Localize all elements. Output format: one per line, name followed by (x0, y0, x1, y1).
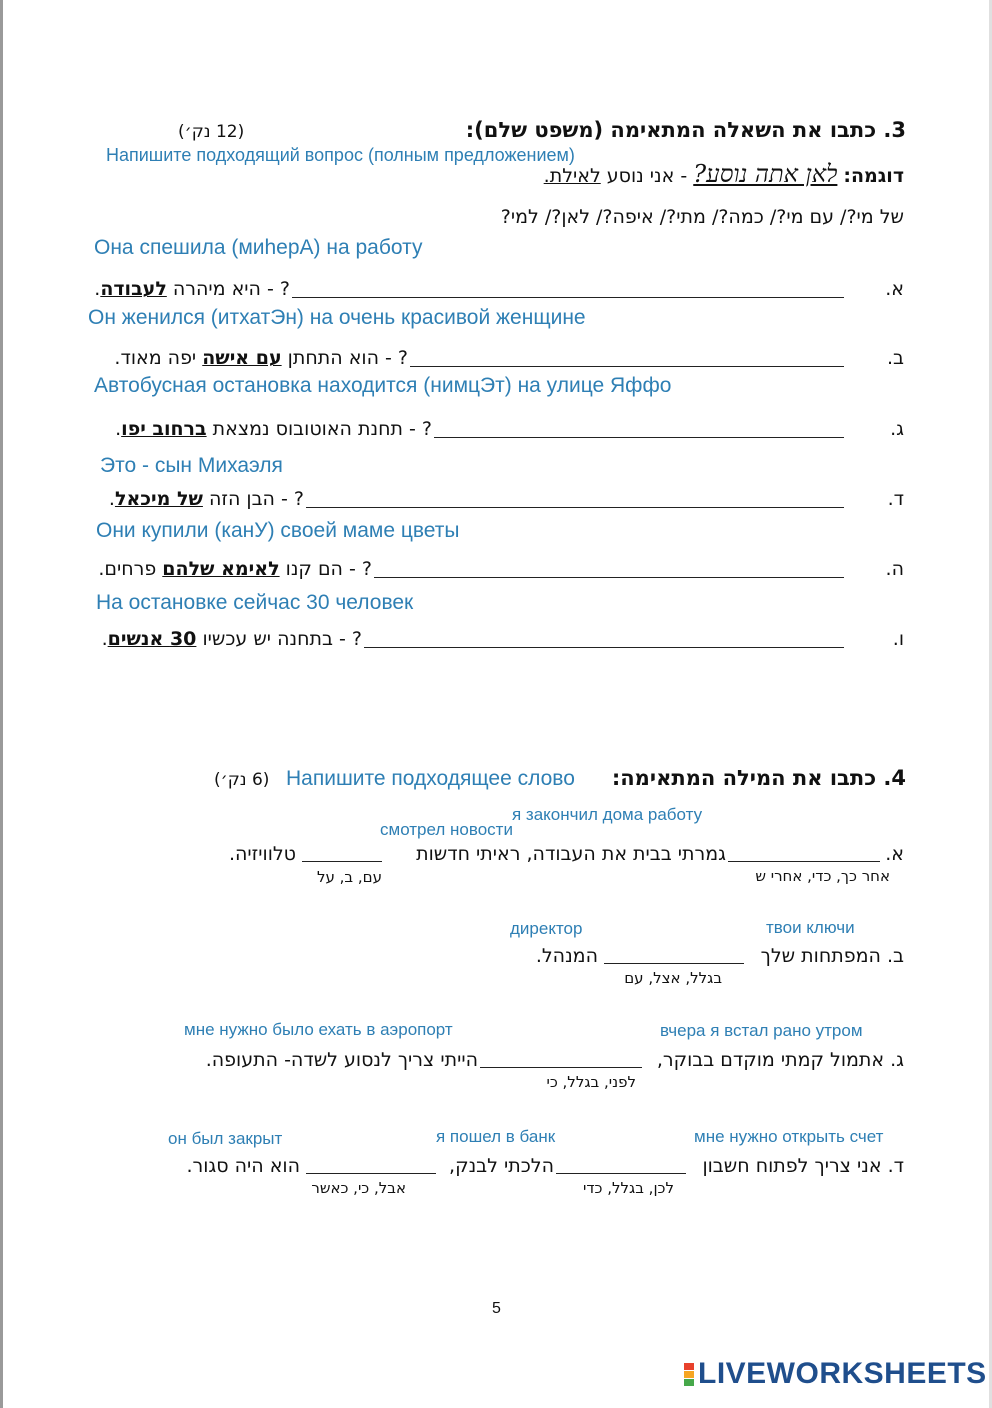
item-e-letter: ה. (885, 558, 904, 580)
item-b-translation: Он женился (итхатЭн) на очень красивой женщине (88, 306, 586, 329)
item-f-end: . (101, 628, 108, 650)
q4a-text (388, 843, 726, 865)
example-label: דוגמה: (843, 165, 904, 187)
q4b-text-1: ב. המפתחות שלך (760, 945, 904, 967)
example-target: לאילת. (543, 165, 601, 187)
item-e-answer-blank[interactable] (374, 559, 844, 578)
item-b-letter: ב. (886, 347, 904, 369)
item-a-letter: א. (885, 278, 904, 300)
item-a-question: ? - היא מיהרה (172, 278, 290, 300)
item-e-translation: Они купили (канУ) своей маме цветы (96, 519, 460, 542)
logo-text: LIVEWORKSHEETS (698, 1357, 987, 1390)
q4a-letter: א. (885, 843, 904, 865)
q4d-options-2: אבל, כי, כאשר (311, 1179, 406, 1197)
item-b-sentence (96, 347, 408, 369)
q4d-blank-1[interactable] (556, 1155, 686, 1174)
item-a-end: . (94, 278, 101, 300)
item-b-question: ? - הוא התחתן (287, 347, 408, 369)
item-d-translation: Это - сын Михаэля (100, 454, 283, 477)
q4b-translation-2: директор (510, 919, 583, 938)
section3-instruction: Напишите подходящий вопрос (полным предложением) (106, 145, 575, 165)
item-c-question: ? - תחנת האוטובוס נמצאת (212, 418, 432, 440)
q4d-translation-3: он был закрыт (168, 1129, 283, 1148)
q4a-translation-2: смотрел новости (380, 820, 513, 839)
item-e-sentence (96, 558, 372, 580)
item-e-end: פרחים. (98, 558, 157, 580)
q4c-text-2: הייתי צריך לנסוע לשדה- התעופה. (205, 1049, 478, 1071)
example-line (544, 160, 904, 189)
q4a-blank-1[interactable] (728, 843, 880, 862)
section3-points: (12 נק׳) (178, 122, 245, 142)
item-f-question: ? - בתחנה יש עכשיו (202, 628, 362, 650)
item-f-translation: На остановке сейчас 30 человек (96, 591, 414, 614)
logo-blocks-icon (684, 1363, 694, 1386)
item-a-sentence (94, 278, 290, 300)
q4d-text-2: הלכתי לבנק, (449, 1155, 554, 1177)
item-b-end: יפה מאוד. (114, 347, 197, 369)
page-edge-left (0, 0, 3, 1408)
q4d-blank-2[interactable] (306, 1155, 436, 1174)
q4a-options-1: אחר כך, כדי, אחרי ש (755, 867, 890, 885)
item-d-end: . (108, 488, 115, 510)
q4c-text-1: ג. אתמול קמתי מוקדם בבוקר, (656, 1049, 904, 1071)
q4b-text-2: המנהל. (535, 945, 598, 967)
q4b-options: בגלל, אצל, עם (624, 969, 722, 987)
item-c-letter: ג. (890, 418, 904, 440)
q4a-options-2: עם, ב, על (316, 868, 382, 886)
item-c-translation: Автобусная остановка находится (нимцЭт) на улице Яффо (94, 374, 672, 397)
item-e-question: ? - הם קנו (285, 558, 372, 580)
item-a-focus: לעבודה (100, 278, 167, 300)
item-e-focus: לאימא שלהם (162, 558, 280, 580)
q4c-blank[interactable] (480, 1049, 642, 1068)
item-a-answer-blank[interactable] (292, 279, 844, 298)
section3-title: 3. כתבו את השאלה המתאימה (משפט שלם): (465, 118, 906, 142)
q4d-text-3: הוא היה סגור. (186, 1155, 300, 1177)
section4-points: (6 נק׳) (214, 770, 270, 790)
item-c-focus: ברחוב יפו (121, 418, 207, 440)
item-d-sentence (100, 488, 304, 510)
question-words: של מי?/ עם מי?/ כמה?/ מתי?/ איפה?/ לאן?/ למי? (500, 206, 904, 228)
item-d-answer-blank[interactable] (306, 489, 844, 508)
q4a-blank-2[interactable] (302, 843, 382, 862)
q4a-translation-1: я закончил дома работу (512, 805, 703, 824)
example-answer: לאן אתה נוסע? (693, 160, 838, 188)
section4-title: 4. כתבו את המילה המתאימה: (611, 766, 906, 790)
section4-instruction: Напишите подходящее слово (286, 767, 575, 790)
q4a-part2: ראיתי חדשות (416, 843, 521, 865)
item-a-translation: Она спешила (миhерА) на работу (94, 236, 423, 259)
q4d-translation-2: я пошел в банк (436, 1127, 556, 1146)
item-c-answer-blank[interactable] (434, 419, 844, 438)
q4b-blank[interactable] (604, 945, 744, 964)
q4a-part1: גמרתי בבית את העבודה, (526, 843, 726, 865)
item-b-focus: עם אישה (202, 347, 282, 369)
item-f-sentence (96, 628, 362, 650)
item-d-question: ? - הבן הזה (208, 488, 304, 510)
q4d-text-1: ד. אני צריך לפתוח חשבון (702, 1155, 904, 1177)
item-d-focus: של מיכאל (114, 488, 203, 510)
item-b-answer-blank[interactable] (410, 348, 844, 367)
item-f-focus: 30 אנשים (107, 628, 197, 650)
item-f-letter: ו. (892, 628, 904, 650)
example-rest: - אני נוסע (606, 165, 688, 187)
item-c-sentence (100, 418, 432, 440)
item-f-answer-blank[interactable] (364, 629, 844, 648)
liveworksheets-logo[interactable] (684, 1357, 987, 1391)
q4b-translation-1: твои ключи (766, 918, 855, 937)
item-d-letter: ד. (887, 488, 904, 510)
q4c-translation-1: вчера я встал рано утром (660, 1021, 863, 1040)
q4a-part3: טלוויזיה. (228, 843, 296, 865)
q4c-options: לפני, בגלל, כי (546, 1073, 636, 1091)
q4d-translation-1: мне нужно открыть счет (694, 1127, 884, 1146)
page-number: 5 (492, 1300, 501, 1317)
q4d-options-1: לכן, בגלל, כדי (583, 1179, 674, 1197)
q4c-translation-2: мне нужно было ехать в аэропорт (184, 1020, 453, 1039)
item-c-end: . (115, 418, 122, 440)
